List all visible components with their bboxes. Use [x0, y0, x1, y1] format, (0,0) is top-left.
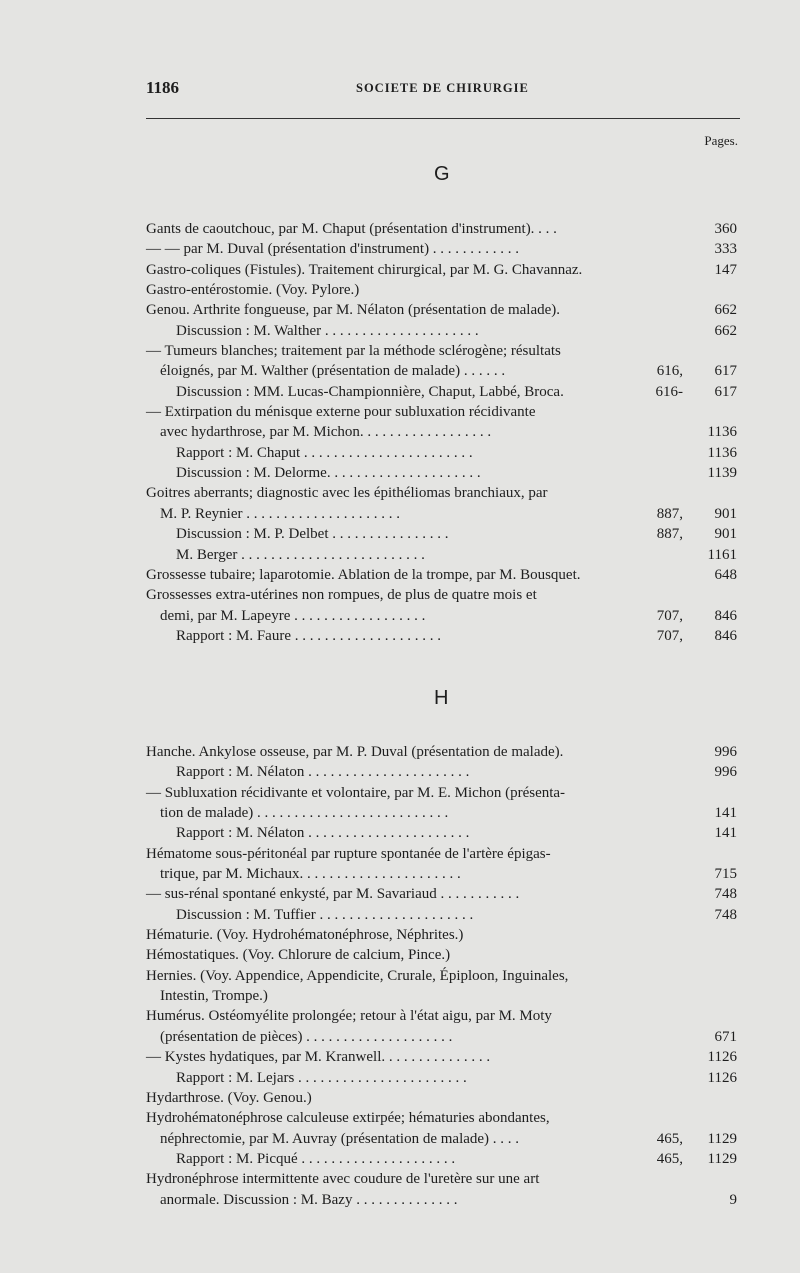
entry-page-ref: 1136 — [707, 444, 737, 461]
index-entry — [146, 341, 737, 361]
entry-page-ref: 996 — [714, 744, 737, 760]
entry-page-ref: 1136 — [707, 424, 737, 441]
entry-text: — Subluxation récidivante et volontaire, par M. E. Michon (présenta- — [146, 784, 566, 801]
entry-text: avec hydarthrose, par M. Michon. . . . . . . . . . . . . . . . . . — [160, 424, 492, 441]
entry-text: M. P. Reynier . . . . . . . . . . . . . . . . . . . . . — [160, 505, 400, 522]
entry-text: Hydronéphrose intermittente avec coudure de l'uretère sur une art — [146, 1171, 540, 1188]
index-entry — [176, 382, 737, 402]
entry-page-ref: 617 — [714, 363, 737, 380]
entry-text: Hanche. Ankylose osseuse, par M. P. Duval (présentation de malade). — [146, 744, 564, 760]
entry-text: Grossesse tubaire; laparotomie. Ablation de la trompe, par M. Bousquet. — [146, 566, 581, 583]
entry-text: — Extirpation du ménisque externe pour subluxation récidivante — [146, 404, 536, 421]
entry-text: Genou. Arthrite fongueuse, par M. Nélaton (présentation de malade). — [146, 302, 561, 319]
index-entry — [146, 742, 737, 762]
section-g-entries — [146, 219, 737, 646]
entry-page-ref: 715 — [714, 866, 737, 883]
entry-page-ref: 996 — [714, 764, 737, 781]
entry-page-ref: 901 — [714, 526, 737, 543]
entry-page-ref: 662 — [714, 302, 737, 319]
entry-page-ref: 333 — [714, 241, 737, 258]
index-entry — [146, 280, 737, 300]
index-entry — [176, 762, 737, 782]
entry-text: — — par M. Duval (présentation d'instrument) . . . . . . . . . . . . — [146, 241, 520, 258]
entry-page-ref: 1129 — [707, 1150, 737, 1167]
entry-page-ref: 846 — [714, 627, 737, 644]
entry-text: — Tumeurs blanches; traitement par la méthode sclérogène; résultats — [146, 343, 561, 360]
entry-page-ref-first: 465, — [656, 1130, 683, 1147]
index-entry — [146, 565, 737, 585]
entry-text: Discussion : M. Delorme. . . . . . . . . . . . . . . . . . . . . — [176, 465, 481, 482]
index-entry — [146, 219, 737, 239]
page-number: 1186 — [146, 78, 180, 97]
entry-text: Discussion : M. Tuffier . . . . . . . . . . . . . . . . . . . . . — [176, 906, 474, 923]
entry-text: — Kystes hydatiques, par M. Kranwell. . . . . . . . . . . . . . . — [146, 1049, 491, 1066]
entry-page-ref: 617 — [714, 383, 737, 400]
running-title: SOCIETE DE CHIRURGIE — [356, 81, 529, 95]
entry-page-ref: 141 — [714, 805, 737, 822]
index-entry — [160, 504, 737, 524]
index-entry — [160, 422, 737, 442]
entry-text: Rapport : M. Picqué . . . . . . . . . . . . . . . . . . . . . — [176, 1150, 456, 1167]
index-entry — [146, 585, 737, 605]
entry-text: (présentation de pièces) . . . . . . . . . . . . . . . . . . . . — [160, 1028, 453, 1045]
entry-page-ref: 648 — [714, 566, 737, 583]
index-entry — [146, 1006, 737, 1026]
index-entry — [146, 239, 737, 259]
entry-page-ref: 360 — [714, 221, 737, 237]
page-header — [146, 78, 736, 102]
index-entry — [176, 823, 737, 843]
entry-text: Discussion : MM. Lucas-Championnière, Chaput, Labbé, Broca. — [176, 383, 564, 400]
index-entry — [176, 905, 737, 925]
entry-page-ref: 671 — [714, 1028, 737, 1045]
index-entry — [176, 524, 737, 544]
index-entry — [146, 1169, 737, 1189]
entry-text: Gastro-coliques (Fistules). Traitement chirurgical, par M. G. Chavannaz. — [146, 261, 583, 278]
entry-text: demi, par M. Lapeyre . . . . . . . . . . . . . . . . . . — [160, 607, 426, 624]
entry-page-ref-first: 887, — [656, 526, 683, 543]
entry-text: Grossesses extra-utérines non rompues, de plus de quatre mois et — [146, 587, 537, 604]
index-entry — [146, 1088, 737, 1108]
entry-page-ref: 901 — [714, 505, 737, 522]
entry-text: Discussion : M. P. Delbet . . . . . . . . . . . . . . . . — [176, 526, 449, 543]
entry-page-ref-first: 887, — [656, 505, 683, 522]
entry-page-ref-first: 707, — [656, 607, 683, 624]
index-entry — [176, 626, 737, 646]
entry-page-ref-first: 465, — [656, 1150, 683, 1167]
entry-text: Rapport : M. Faure . . . . . . . . . . . . . . . . . . . . — [176, 627, 441, 644]
entry-text: tion de malade) . . . . . . . . . . . . . . . . . . . . . . . . . . — [160, 805, 449, 822]
entry-text: Discussion : M. Walther . . . . . . . . . . . . . . . . . . . . . — [176, 322, 479, 339]
entry-text: anormale. Discussion : M. Bazy . . . . . . . . . . . . . . — [160, 1191, 458, 1208]
index-entry — [176, 321, 737, 341]
entry-text: Hernies. (Voy. Appendice, Appendicite, Crurale, Épiploon, Inguinales, — [146, 967, 569, 984]
entry-page-ref: 662 — [714, 322, 737, 339]
section-h-entries — [146, 742, 737, 1210]
index-entry — [146, 1047, 737, 1067]
entry-text: trique, par M. Michaux. . . . . . . . . . . . . . . . . . . . . . — [160, 866, 461, 883]
pages-column-label: Pages. — [704, 133, 738, 148]
index-entry — [146, 925, 737, 945]
index-entry — [146, 402, 737, 422]
entry-page-ref-first: 707, — [656, 627, 683, 644]
entry-text: Humérus. Ostéomyélite prolongée; retour à l'état aigu, par M. Moty — [146, 1008, 552, 1025]
entry-text: — sus-rénal spontané enkysté, par M. Savariaud . . . . . . . . . . . — [146, 886, 520, 903]
entry-text: Hydrohématonéphrose calculeuse extirpée; hématuries abondantes, — [146, 1110, 550, 1127]
entry-text: éloignés, par M. Walther (présentation de malade) . . . . . . — [160, 363, 506, 380]
entry-page-ref: 1139 — [707, 465, 737, 482]
index-entry — [160, 361, 737, 381]
entry-text: Hémostatiques. (Voy. Chlorure de calcium, Pince.) — [146, 947, 451, 964]
entry-text: néphrectomie, par M. Auvray (présentation de malade) . . . . — [160, 1130, 520, 1147]
index-entry — [146, 966, 737, 986]
section-letter-h: H — [434, 687, 449, 709]
entry-page-ref: 1126 — [707, 1049, 737, 1066]
index-entry — [160, 986, 737, 1006]
entry-page-ref: 748 — [714, 886, 737, 903]
header-rule — [146, 118, 740, 119]
index-entry — [160, 1129, 737, 1149]
entry-text: Gastro-entérostomie. (Voy. Pylore.) — [146, 282, 360, 299]
entry-page-ref: 9 — [729, 1191, 737, 1208]
entry-page-ref: 1129 — [707, 1130, 737, 1147]
entry-page-ref: 1161 — [707, 546, 737, 563]
entry-text: Rapport : M. Chaput . . . . . . . . . . . . . . . . . . . . . . . — [176, 444, 473, 461]
entry-page-ref-first: 616- — [655, 383, 683, 400]
entry-text: Hydarthrose. (Voy. Genou.) — [146, 1089, 312, 1106]
entry-text: Intestin, Trompe.) — [160, 988, 268, 1005]
entry-page-ref-first: 616, — [656, 363, 683, 380]
index-entry — [146, 260, 737, 280]
index-entry — [146, 1108, 737, 1128]
index-entry — [176, 443, 737, 463]
index-entry — [160, 1190, 737, 1210]
entry-page-ref: 147 — [714, 261, 737, 278]
index-entry — [146, 844, 737, 864]
entry-text: Rapport : M. Nélaton . . . . . . . . . . . . . . . . . . . . . . — [176, 764, 470, 781]
index-entry — [176, 463, 737, 483]
entry-text: Rapport : M. Nélaton . . . . . . . . . . . . . . . . . . . . . . — [176, 825, 470, 842]
entry-page-ref: 141 — [714, 825, 737, 842]
entry-text: Goitres aberrants; diagnostic avec les épithéliomas branchiaux, par — [146, 485, 548, 502]
index-entry — [176, 545, 737, 565]
index-entry — [146, 884, 737, 904]
entry-page-ref: 1126 — [707, 1069, 737, 1086]
index-entry — [176, 1149, 737, 1169]
entry-text: Rapport : M. Lejars . . . . . . . . . . . . . . . . . . . . . . . — [176, 1069, 467, 1086]
entry-page-ref: 846 — [714, 607, 737, 624]
entry-text: Hématome sous-péritonéal par rupture spontanée de l'artère épigas- — [146, 845, 551, 862]
entry-page-ref: 748 — [714, 906, 737, 923]
index-entry — [160, 1027, 737, 1047]
entry-text: Hématurie. (Voy. Hydrohématonéphrose, Néphrites.) — [146, 927, 464, 944]
entry-text: Gants de caoutchouc, par M. Chaput (présentation d'instrument). . . . — [146, 221, 557, 237]
index-entry — [146, 483, 737, 503]
index-entry — [160, 864, 737, 884]
index-entry — [160, 606, 737, 626]
index-entry — [146, 945, 737, 965]
index-entry — [146, 783, 737, 803]
index-entry — [146, 300, 737, 320]
section-letter-g: G — [434, 163, 450, 185]
index-entry — [176, 1068, 737, 1088]
index-entry — [160, 803, 737, 823]
entry-text: M. Berger . . . . . . . . . . . . . . . . . . . . . . . . . — [176, 546, 425, 563]
